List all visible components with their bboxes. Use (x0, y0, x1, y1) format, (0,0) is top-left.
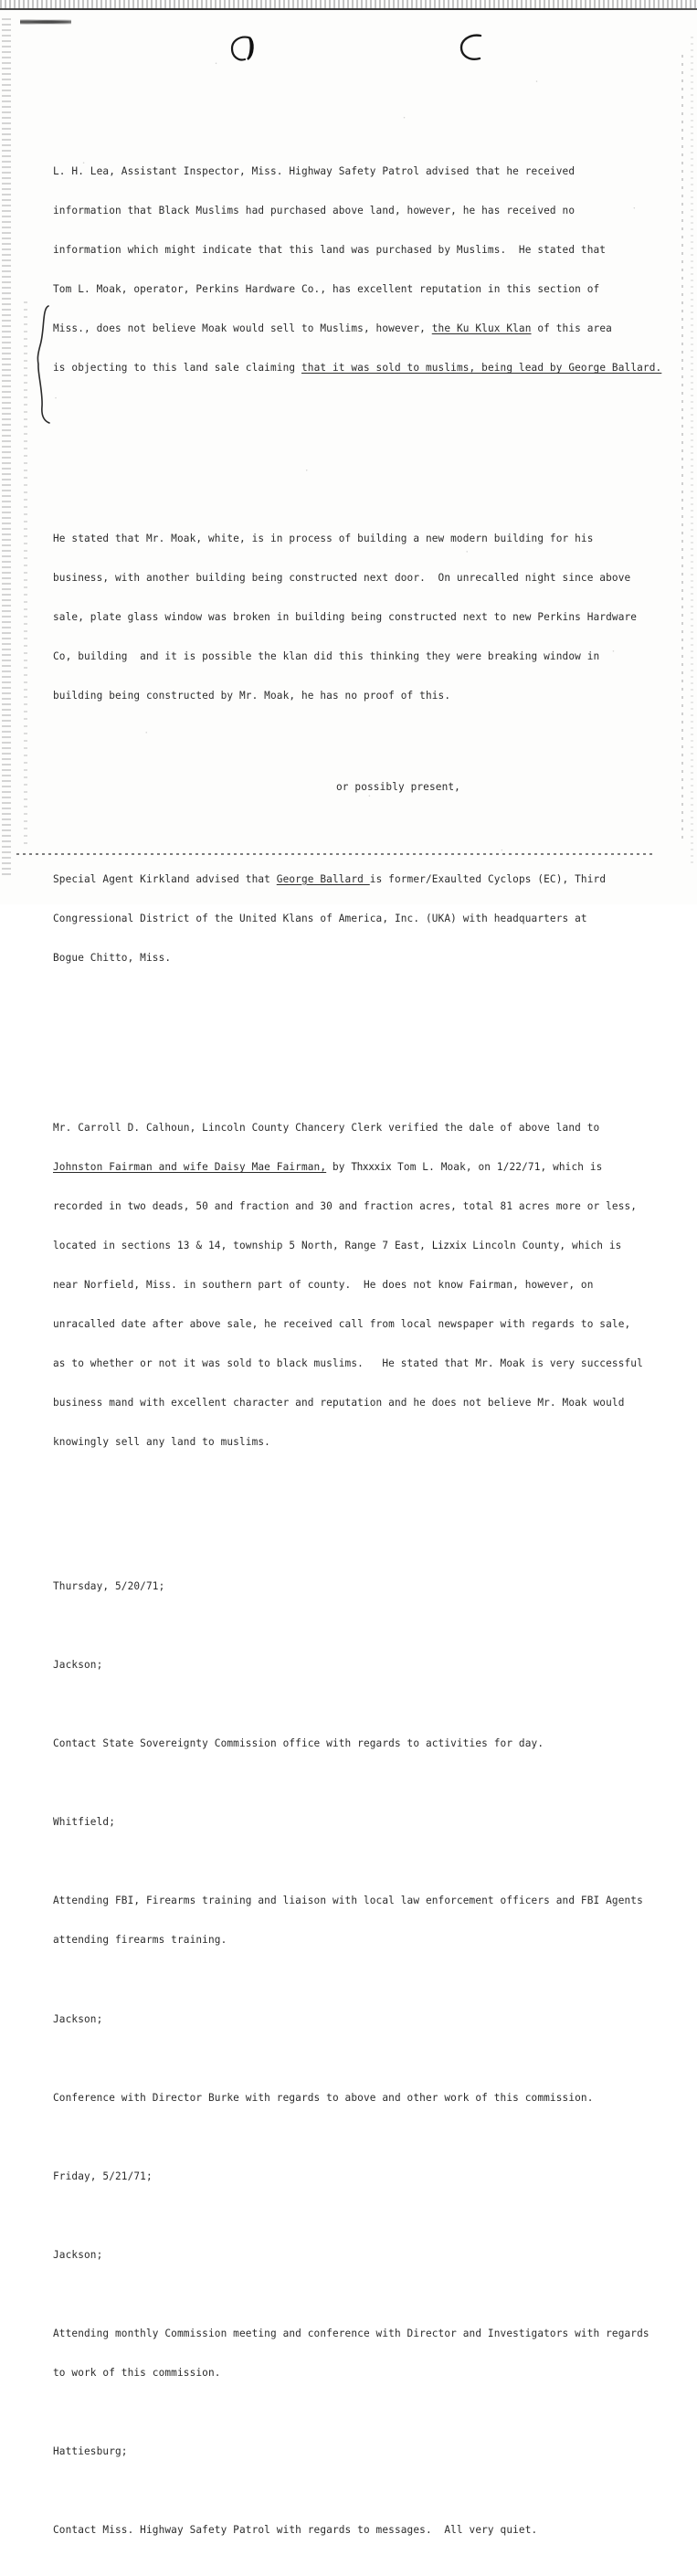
underlined-phrase-fairman: Johnston Fairman and wife Daisy Mae Fairman, (53, 1161, 327, 1174)
log-heading-jackson-1: Jackson; (53, 1659, 103, 1672)
paragraph-gap (53, 1698, 692, 1711)
text-line: Tom L. Moak, operator, Perkins Hardware Co., has excellent reputation in this section of (53, 283, 600, 296)
log-heading-thursday: Thursday, 5/20/71; (53, 1580, 165, 1593)
underlined-phrase-george-ballard: George Ballard (276, 872, 370, 885)
text-line-with-underline: Special Agent Kirkland advised that George Ballard is former/Exaulted Cyclops (EC), Third (53, 872, 607, 885)
text-line-with-underline: Johnston Fairman and wife Daisy Mae Fairman, by Thxxxix Tom L. Moak, on 1/22/71, which is (53, 1161, 603, 1174)
log-body-whitfield: Attending FBI, Firearms training and liaison with local law enforcement officers and FBI Agents (53, 1895, 643, 1907)
text-line: recorded in two deads, 50 and fraction and 30 and fraction acres, total 81 acres more or less, (53, 1200, 638, 1213)
left-edge-speckle (2, 18, 11, 877)
paragraph-gap (53, 2406, 692, 2419)
paragraph-calhoun (53, 1095, 692, 1475)
top-left-smudge-mark (20, 18, 71, 26)
paragraph-kirkland (53, 847, 692, 991)
typed-insertion-text: or possibly present, (336, 781, 460, 794)
text-line: sale, plate glass window was broken in building being constructed next to new Perkins Hardware (53, 610, 638, 623)
paragraph-gap (53, 1777, 692, 1789)
top-scan-rule (0, 8, 697, 10)
text-line: He stated that Mr. Moak, white, is in process of building a new modern building for his (53, 532, 594, 544)
text-line-with-underline: Miss., does not believe Moak would sell to Muslims, however, the Ku Klux Klan of this area (53, 322, 612, 335)
log-body-jackson-1: Contact State Sovereignty Commission office with regards to activities for day. (53, 1737, 544, 1750)
text-line: knowingly sell any land to muslims. (53, 1436, 270, 1449)
log-body-jackson-3: to work of this commission. (53, 2366, 221, 2379)
paragraph-gap (53, 2288, 692, 2301)
text-line: unracalled date after above sale, he received call from local newspaper with regards to sale, (53, 1318, 631, 1331)
text-line: near Norfield, Miss. in southern part of county. He does not know Fairman, however, on (53, 1279, 594, 1292)
log-heading-friday: Friday, 5/21/71; (53, 2170, 153, 2182)
paragraph-gap (53, 1974, 692, 1987)
underlined-phrase-sold-to-muslims: that it was sold to muslims, being lead by George Ballard. (301, 362, 662, 375)
paragraph-gap (53, 1855, 692, 1868)
paragraph-gap (53, 2053, 692, 2065)
log-body-hattiesburg: Contact Miss. Highway Safety Patrol with regards to messages. All very quiet. (53, 2523, 538, 2536)
log-body-jackson-3: Attending monthly Commission meeting and conference with Director and Investigators with regards (53, 2327, 649, 2339)
text-line: Congressional District of the United Klans of America, Inc. (UKA) with headquarters at (53, 912, 587, 924)
paragraph-moak-building (53, 506, 692, 729)
typed-insertion-line (53, 781, 692, 794)
ink-loop-left-icon (227, 34, 263, 63)
text-line: L. H. Lea, Assistant Inspector, Miss. Highway Safety Patrol advised that he received (53, 165, 576, 178)
struck-over-text: Lizxix (431, 1240, 467, 1252)
text-line: Bogue Chitto, Miss. (53, 951, 172, 964)
text-line: as to whether or not it was sold to black muslims. He stated that Mr. Moak is very successful (53, 1357, 643, 1370)
paragraph-gap (53, 2210, 692, 2222)
paragraph-gap (53, 1620, 692, 1632)
paragraph-gap (53, 2485, 692, 2497)
paragraph-lea (53, 139, 692, 401)
log-heading-jackson-2: Jackson; (53, 2012, 103, 2025)
log-heading-hattiesburg: Hattiesburg; (53, 2444, 128, 2457)
text-line: Co, building and it is possible the klan did this thinking they were breaking window in (53, 649, 600, 662)
text-line: business, with another building being constructed next door. On unrecalled night since above (53, 571, 631, 584)
text-line-with-strikeover: located in sections 13 & 14, township 5 North, Range 7 East, Lizxix Lincoln County, which is (53, 1240, 622, 1252)
paragraph-gap (53, 2131, 692, 2144)
log-body-jackson-2: Conference with Director Burke with regards to above and other work of this commission. (53, 2091, 594, 2104)
text-line: building being constructed by Mr. Moak, he has no proof of this. (53, 689, 451, 702)
left-edge-speckle-secondary (24, 301, 27, 850)
text-line: business mand with excellent character and reputation and he does not believe Mr. Moak would (53, 1397, 625, 1409)
paragraph-gap (53, 440, 692, 453)
text-line: Mr. Carroll D. Calhoun, Lincoln County Chancery Clerk verified the dale of above land to (53, 1122, 600, 1135)
log-heading-whitfield: Whitfield; (53, 1816, 115, 1829)
text-line-with-underline: is objecting to this land sale claiming that it was sold to muslims, being lead by George Ballard. (53, 362, 662, 375)
text-line: information which might indicate that this land was purchased by Muslims. He stated that (53, 244, 607, 257)
text-line: information that Black Muslims had purchased above land, however, he has received no (53, 205, 576, 217)
underlined-phrase-kkk: the Ku Klux Klan (431, 322, 532, 335)
margin-brace-icon (35, 304, 53, 425)
paragraph-gap (53, 1030, 692, 1043)
struck-over-text: Thxxxix (351, 1161, 392, 1174)
document-body (53, 87, 692, 2576)
paragraph-gap (53, 1515, 692, 1527)
log-body-whitfield: attending firearms training. (53, 1934, 227, 1947)
log-heading-jackson-3: Jackson; (53, 2248, 103, 2261)
ink-arc-right-icon (457, 33, 490, 62)
